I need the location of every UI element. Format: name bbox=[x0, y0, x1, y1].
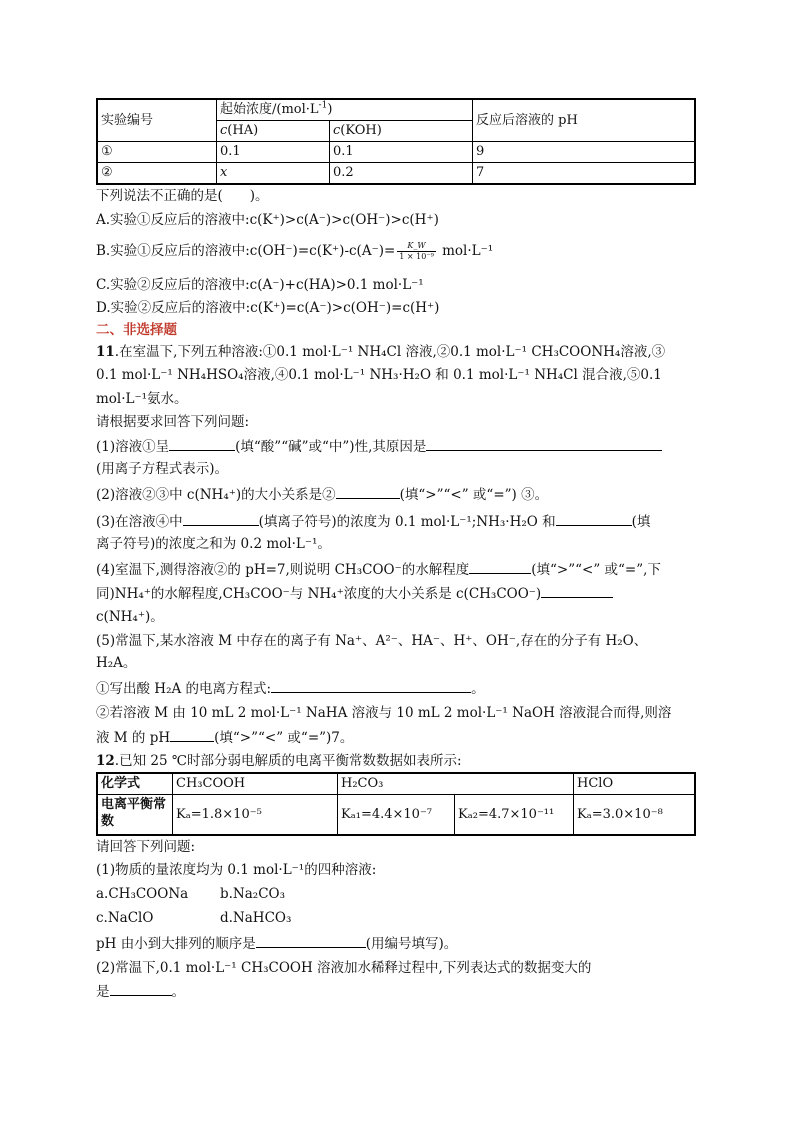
header-ionization-constant: 电离平衡常数 bbox=[97, 795, 173, 835]
q11-part4: (4)室温下,测得溶液②的 pH=7,则说明 CH₃COO⁻的水解程度 (填“>”“<” 或“=”,下 bbox=[96, 559, 698, 579]
answer-blank[interactable] bbox=[169, 436, 235, 451]
header-experiment-id: 实验编号 bbox=[97, 99, 217, 142]
answer-blank[interactable] bbox=[256, 933, 366, 948]
q12-part1-question: pH 由小到大排列的顺序是 (用编号填写)。 bbox=[96, 933, 698, 953]
q11-part2: (2)溶液②③中 c(NH₄⁺)的大小关系是② (填“>”“<” 或“=”) ③。 bbox=[96, 484, 698, 504]
q11-part5-2-cont: 液 M 的 pH (填“>”“<” 或“=”)7。 bbox=[96, 727, 698, 747]
answer-blank[interactable] bbox=[541, 583, 613, 598]
q11-part3: (3)在溶液④中 (填离子符号)的浓度为 0.1 mol·L⁻¹;NH₃·H₂O 和 (填 bbox=[96, 511, 698, 531]
answer-blank[interactable] bbox=[556, 511, 632, 526]
section-heading: 二、非选择题 bbox=[96, 321, 177, 338]
answer-blank[interactable] bbox=[271, 678, 471, 693]
q11-part5-cont: H₂A。 bbox=[96, 654, 137, 671]
document-page bbox=[96, 98, 698, 1001]
answer-blank[interactable] bbox=[183, 511, 259, 526]
answer-blank[interactable] bbox=[170, 727, 214, 742]
q11-part4-cont: 同)NH₄⁺的水解程度,CH₃COO⁻与 NH₄⁺浓度的大小关系是 c(CH₃COO⁻) bbox=[96, 583, 698, 603]
q11-part4-end: c(NH₄⁺)。 bbox=[96, 608, 164, 625]
kw-fraction: $\frac{K\_W}{\text{1 × 10⁻⁹}}$ bbox=[399, 241, 434, 262]
experiment-table bbox=[96, 98, 696, 185]
q10-option-b: B.实验①反应后的溶液中:c(OH⁻)=c(K⁺)-c(A⁻)= $\frac{K\_W}{\text{1 × 10⁻⁹}}$ mol·L⁻¹ bbox=[96, 241, 494, 262]
q10-option-a: A.实验①反应后的溶液中:c(K⁺)>c(A⁻)>c(OH⁻)>c(H⁺) bbox=[96, 212, 439, 229]
q11-part5-1: ①写出酸 H₂A 的电离方程式: 。 bbox=[96, 678, 698, 698]
header-c-ha: c(HA) bbox=[217, 121, 330, 142]
ionization-constant-table: 化学式 CH₃COOH H₂CO₃ HClO 电离平衡常数 Kₐ=1.8×10⁻⁵ Kₐ₁=4.4×10⁻⁷ Kₐ₂=4.7×10⁻¹¹ Kₐ=3.0×10⁻⁸ bbox=[96, 772, 696, 836]
header-ph: 反应后溶液的 pH bbox=[473, 99, 696, 142]
q12-options-row2: c.NaClO d.NaHCO₃ bbox=[96, 910, 292, 927]
table-row: ② x 0.2 7 bbox=[97, 163, 695, 185]
header-formula: 化学式 bbox=[97, 773, 173, 795]
answer-blank[interactable] bbox=[426, 436, 662, 451]
q12-line1: 12.已知 25 ℃时部分弱电解质的电离平衡常数数据如表所示: bbox=[96, 752, 462, 769]
header-c-koh: c(KOH) bbox=[330, 121, 473, 142]
q11-part1: (1)溶液①呈 (填“酸”“碱”或“中”)性,其原因是 bbox=[96, 436, 698, 456]
q12-instruction: 请回答下列问题: bbox=[96, 838, 196, 855]
q10-option-c: C.实验②反应后的溶液中:c(A⁻)+c(HA)>0.1 mol·L⁻¹ bbox=[96, 277, 424, 294]
q12-part2-cont: 是 。 bbox=[96, 981, 698, 1001]
q11-line2: 0.1 mol·L⁻¹ NH₄HSO₄溶液,④0.1 mol·L⁻¹ NH₃·H₂O 和 0.1 mol·L⁻¹ NH₄Cl 混合液,⑤0.1 bbox=[96, 367, 662, 384]
answer-blank[interactable] bbox=[110, 981, 172, 996]
q11-part3-cont: 离子符号)的浓度之和为 0.2 mol·L⁻¹。 bbox=[96, 535, 331, 552]
q12-options-row1: a.CH₃COONa b.Na₂CO₃ bbox=[96, 885, 286, 902]
q11-part5-2: ②若溶液 M 由 10 mL 2 mol·L⁻¹ NaHA 溶液与 10 mL 2 mol·L⁻¹ NaOH 溶液混合而得,则溶 bbox=[96, 705, 672, 722]
q10-stem: 下列说法不正确的是( )。 bbox=[96, 188, 269, 204]
q11-line1: 11.在室温下,下列五种溶液:①0.1 mol·L⁻¹ NH₄Cl 溶液,②0.1 mol·L⁻¹ CH₃COONH₄溶液,③ bbox=[96, 344, 666, 361]
q12-part1: (1)物质的量浓度均为 0.1 mol·L⁻¹的四种溶液: bbox=[96, 861, 377, 878]
table-row: ① 0.1 0.1 9 bbox=[97, 142, 695, 163]
q11-line3: mol·L⁻¹氨水。 bbox=[96, 390, 188, 407]
q11-part1-note: (用离子方程式表示)。 bbox=[96, 461, 229, 478]
answer-blank[interactable] bbox=[469, 559, 531, 574]
q11-part5: (5)常温下,某水溶液 M 中存在的离子有 Na⁺、A²⁻、HA⁻、H⁺、OH⁻,存在的分子有 H₂O、 bbox=[96, 632, 648, 649]
answer-blank[interactable] bbox=[336, 484, 400, 499]
q11-instruction: 请根据要求回答下列问题: bbox=[96, 413, 250, 430]
header-initial-conc: 起始浓度$/(mol\cdot L^{-1})$ bbox=[217, 99, 473, 121]
q10-option-d: D.实验②反应后的溶液中:c(K⁺)=c(A⁻)>c(OH⁻)=c(H⁺) bbox=[96, 299, 440, 316]
q12-part2: (2)常温下,0.1 mol·L⁻¹ CH₃COOH 溶液加水稀释过程中,下列表达式的数据变大的 bbox=[96, 959, 592, 976]
